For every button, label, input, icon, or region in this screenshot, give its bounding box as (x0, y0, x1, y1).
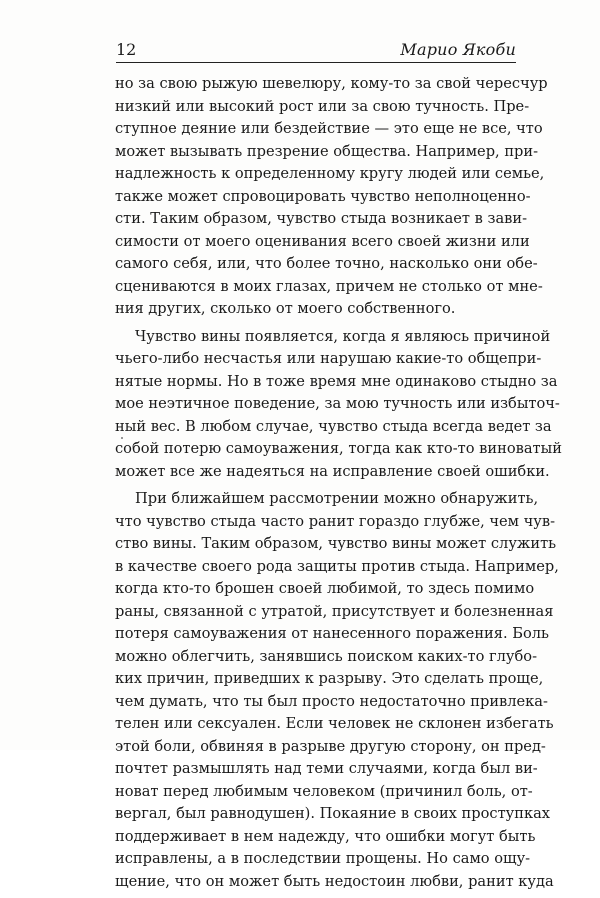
text-line: симости от моего оценивания всего своей жизни или (115, 232, 530, 250)
text-line: ких причин, приведших к разрыву. Это сделать проще, (115, 670, 544, 687)
text-line: можно облегчить, занявшись поиском каких-то глубо- (115, 647, 538, 665)
text-line: потеря самоуважения от нанесенного поражения. Боль (115, 625, 549, 642)
paragraph-3 (115, 488, 559, 893)
text-line: ступное деяние или бездействие — это еще не все, что (115, 120, 543, 137)
text-line: При ближайшем рассмотрении можно обнаружить, (135, 490, 539, 507)
text-line: ния других, сколько от моего собственного. (115, 300, 456, 317)
body-text (115, 73, 562, 898)
running-header (116, 40, 516, 63)
text-line: чем думать, что ты был просто недостаточно привлека- (115, 692, 548, 710)
text-line: надлежность к определенному кругу людей или семье, (115, 165, 545, 182)
page-number: 12 (116, 40, 137, 59)
text-line: когда кто-то брошен своей любимой, то здесь помимо (115, 580, 535, 597)
text-line: самого себя, или, что более точно, насколько они обе- (115, 255, 538, 272)
text-line: щение, что он может быть недостоин любви, ранит куда (115, 872, 554, 890)
text-line: новат перед любимым человеком (причинил боль, от- (115, 782, 533, 800)
text-line: чьего-либо несчастья или нарушаю какие-то общепри- (115, 350, 542, 367)
text-line: нятые нормы. Но в тоже время мне одинаково стыдно за (115, 372, 558, 390)
paragraph-2 (115, 326, 562, 484)
text-line: поддерживает в нем надежду, что ошибки могут быть (115, 827, 536, 845)
author-name: Марио Якоби (400, 40, 516, 59)
text-line: Чувство вины появляется, когда я являюсь причиной (135, 327, 551, 345)
text-line: в качестве своего рода защиты против стыда. Например, (115, 557, 559, 575)
text-line: собой потерю самоуважения, тогда как кто-то виноватый (115, 440, 562, 457)
text-line: исправлены, а в последствии прощены. Но само ощу- (115, 850, 531, 867)
text-line: ный вес. В любом случае, чувство стыда всегда ведет за (115, 417, 552, 435)
text-line: вергал, был равнодушен). Покаяние в своих проступках (115, 805, 551, 822)
text-line: может все же надеяться на исправление своей ошибки. (115, 462, 550, 480)
text-line: ство вины. Таким образом, чувство вины может служить (115, 535, 557, 552)
text-line: телен или сексуален. Если человек не склонен избегать (115, 715, 554, 732)
text-line: может вызывать презрение общества. Например, при- (115, 142, 539, 160)
text-line: что чувство стыда часто ранит гораздо глубже, чем чув- (115, 512, 556, 530)
text-line: сцениваются в моих глазах, причем не столько от мне- (115, 277, 543, 295)
text-line: раны, связанной с утратой, присутствует и болезненная (115, 602, 554, 620)
text-line: почтет размышлять над теми случаями, когда был ви- (115, 760, 538, 777)
text-line: мое неэтичное поведение, за мою тучность или избыточ- (115, 395, 560, 412)
text-line: но за свою рыжую шевелюру, кому-то за свой чересчур (115, 75, 548, 92)
paragraph-1 (115, 73, 548, 321)
text-line: сти. Таким образом, чувство стыда возникает в зави- (115, 210, 528, 227)
text-line: низкий или высокий рост или за свою тучность. Пре- (115, 97, 530, 115)
text-line: также может спровоцировать чувство неполноценно- (115, 187, 531, 205)
text-line: этой боли, обвиняя в разрыве другую сторону, он пред- (115, 737, 546, 755)
